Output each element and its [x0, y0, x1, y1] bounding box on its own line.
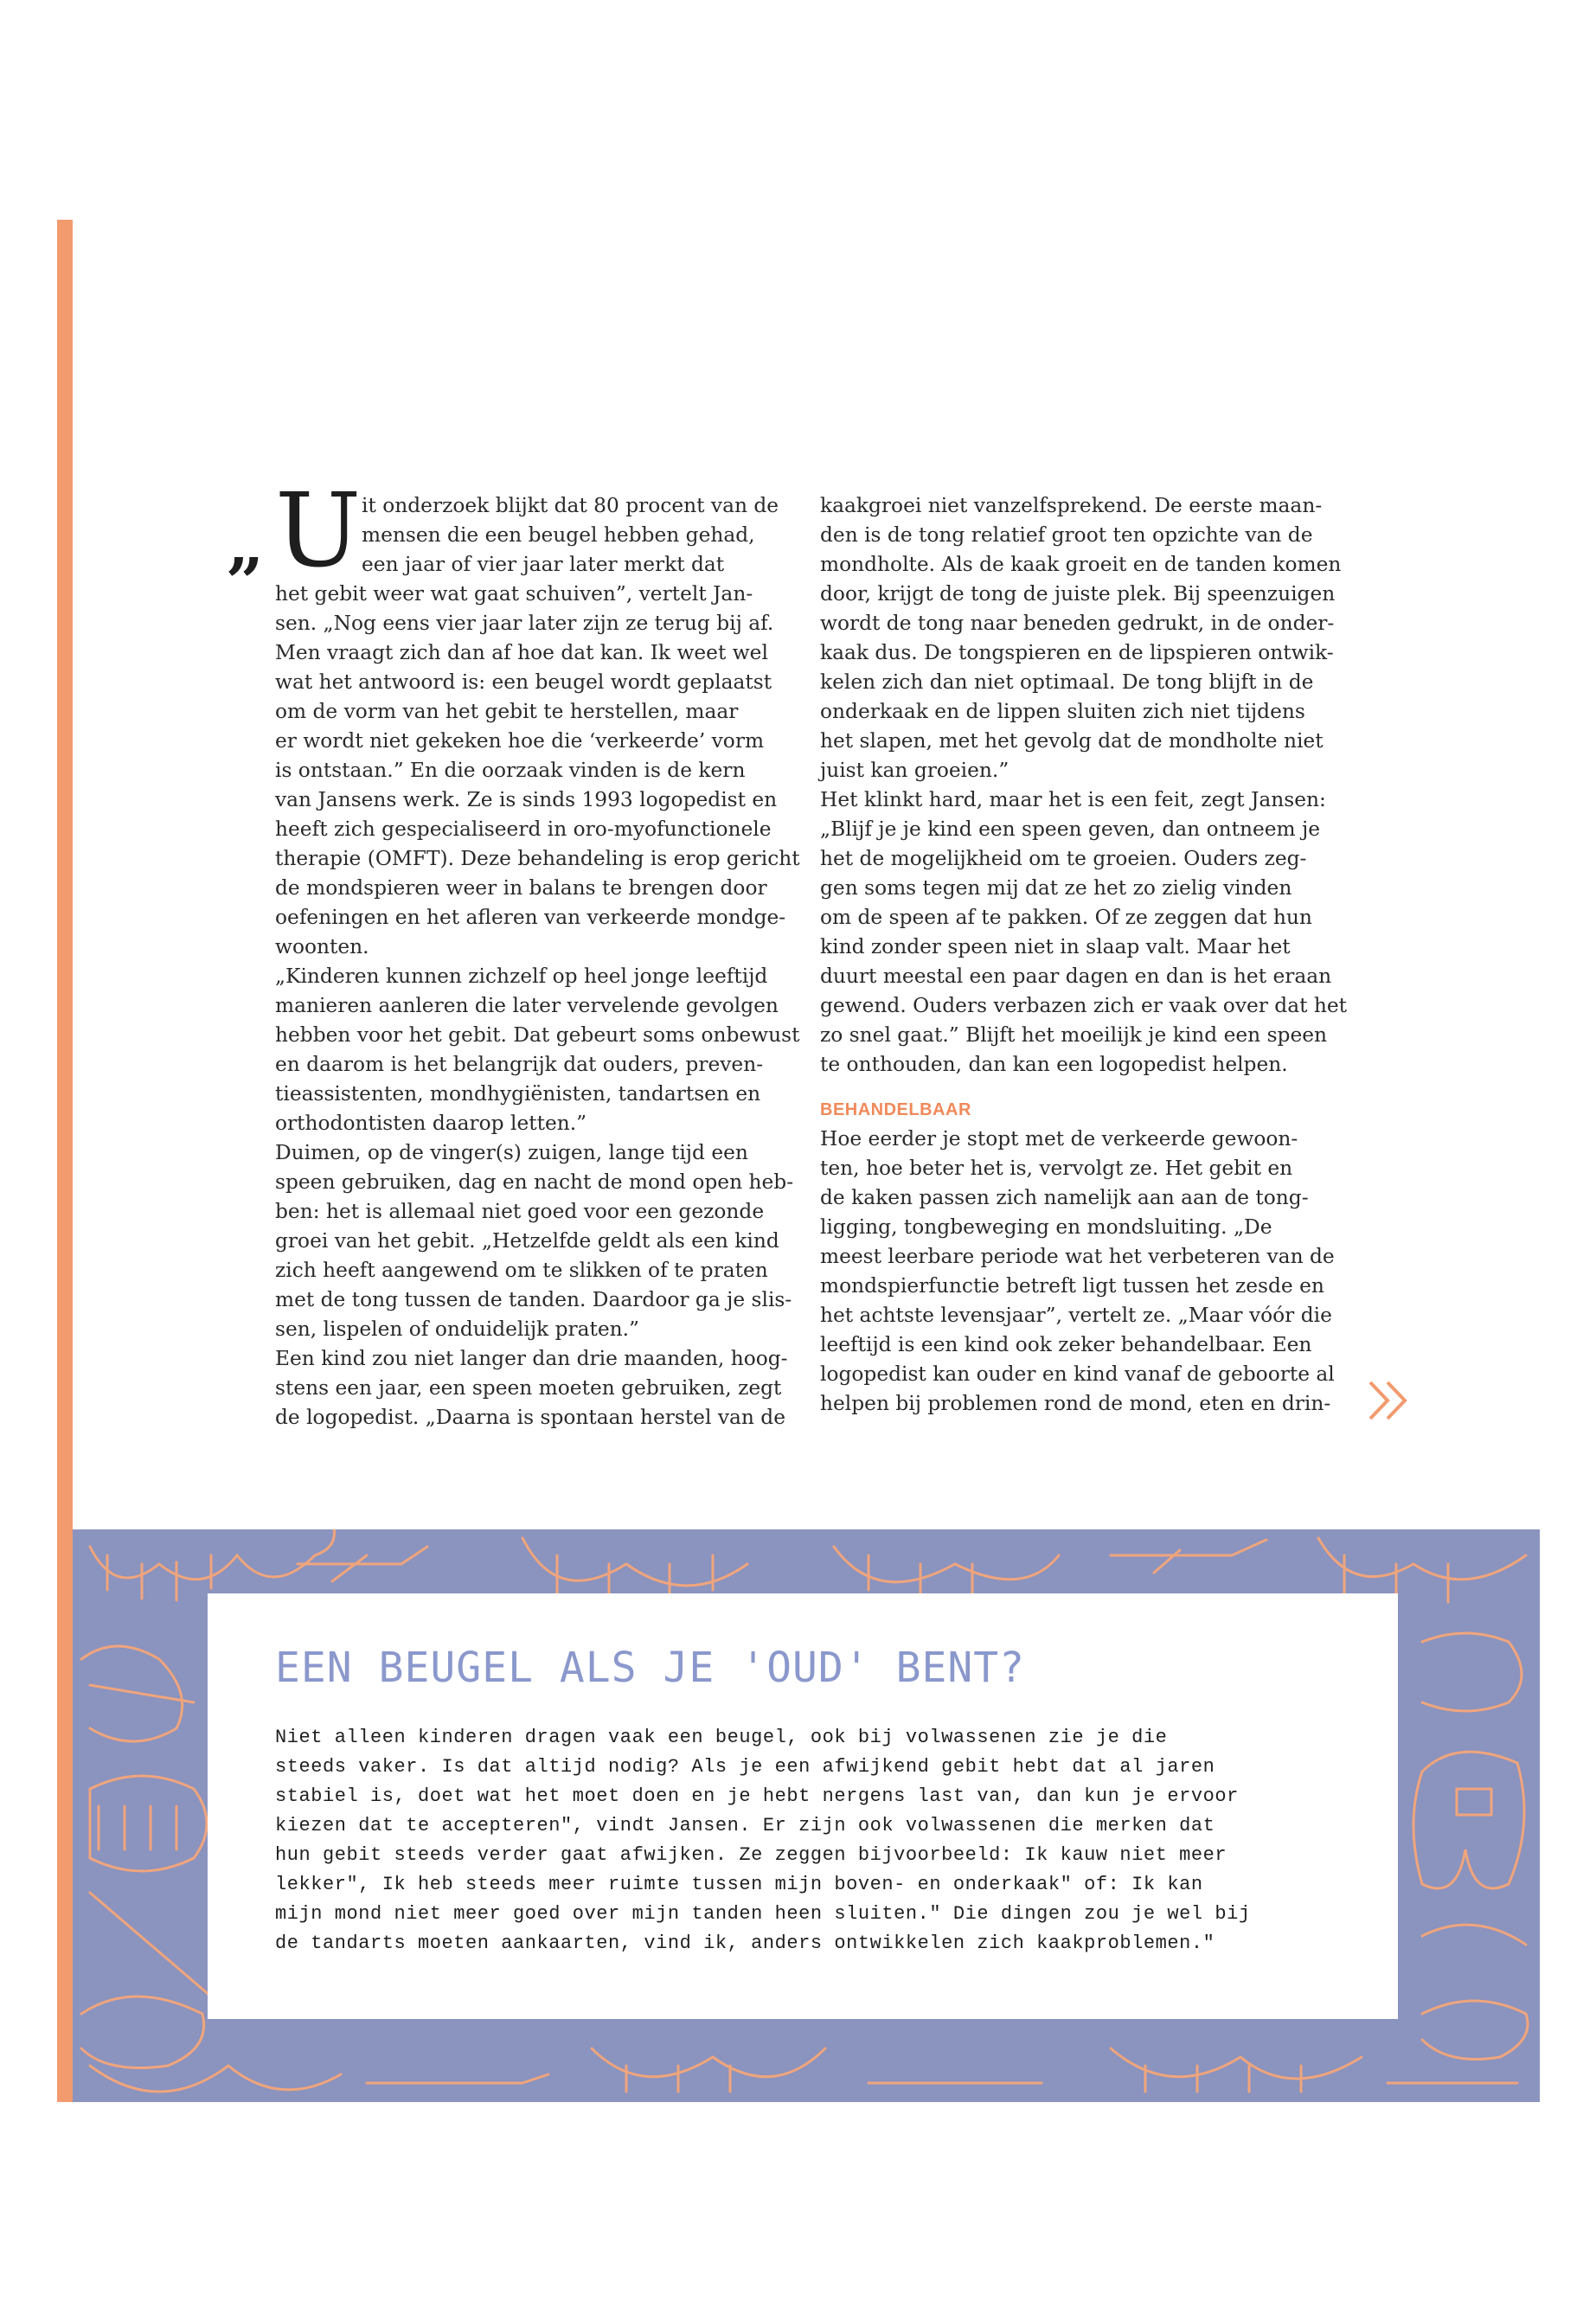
- text-line: logopedist kan ouder en kind vanaf de geboorte al: [820, 1362, 1335, 1386]
- text-line: hun gebit steeds verder gaat afwijken. Ze zeggen bijvoorbeeld: Ik kauw niet meer: [275, 1844, 1227, 1866]
- text-line: helpen bij problemen rond de mond, eten en drin-: [820, 1392, 1331, 1415]
- text-line: juist kan groeien.”: [820, 759, 1010, 782]
- text-line: wat het antwoord is: een beugel wordt geplaatst: [275, 670, 772, 694]
- text-line: leeftijd is een kind ook zeker behandelbaar. Een: [820, 1333, 1312, 1356]
- text-line: Het klinkt hard, maar het is een feit, zegt Jansen:: [820, 788, 1326, 811]
- continue-arrow-icon: [1365, 1375, 1415, 1426]
- text-line: Men vraagt zich dan af hoe dat kan. Ik weet wel: [275, 641, 768, 664]
- text-line: het achtste levensjaar”, vertelt ze. „Maar vóór die: [820, 1304, 1332, 1327]
- boxout-body: [275, 1723, 1348, 1958]
- article-column-left: [275, 491, 800, 1433]
- text-line: de mondspieren weer in balans te brengen door: [275, 876, 767, 900]
- text-line: duurt meestal een paar dagen en dan is het eraan: [820, 965, 1332, 988]
- text-line: lekker", Ik heb steeds meer ruimte tussen mijn boven- en onderkaak" of: Ik kan: [275, 1874, 1203, 1895]
- drop-cap: U: [275, 471, 362, 590]
- accent-bar: [57, 220, 73, 2102]
- text-line: wordt de tong naar beneden gedrukt, in de onder-: [820, 612, 1335, 635]
- text-line: stens een jaar, een speen moeten gebruiken, zegt: [275, 1376, 782, 1400]
- text-line: mijn mond niet meer goed over mijn tanden heen sluiten." Die dingen zou je wel bij: [275, 1903, 1251, 1925]
- right-column-bottom: [820, 1125, 1339, 1419]
- text-line: sen. „Nog eens vier jaar later zijn ze terug bij af.: [275, 612, 774, 635]
- text-line: steeds vaker. Is dat altijd nodig? Als je een afwijkend gebit hebt dat al jaren: [275, 1756, 1215, 1778]
- text-line: kiezen dat te accepteren", vindt Jansen. Er zijn ook volwassenen die merken dat: [275, 1815, 1215, 1836]
- text-line: kaakgroei niet vanzelfsprekend. De eerste maan-: [820, 494, 1323, 517]
- text-line: therapie (OMFT). Deze behandeling is erop gericht: [275, 847, 800, 870]
- text-line: om de vorm van het gebit te herstellen, maar: [275, 700, 739, 723]
- text-line: Niet alleen kinderen dragen vaak een beugel, ook bij volwassenen zie je die: [275, 1727, 1168, 1748]
- text-line: Een kind zou niet langer dan drie maanden, hoog-: [275, 1347, 788, 1370]
- text-line: it onderzoek blijkt dat 80 procent van de: [362, 494, 779, 517]
- text-line: stabiel is, doet wat het moet doen en je hebt nergens last van, dan kun je ervoor: [275, 1785, 1239, 1807]
- text-line: zo snel gaat.” Blijft het moeilijk je kind een speen: [820, 1023, 1328, 1047]
- text-line: onderkaak en de lippen sluiten zich niet tijdens: [820, 700, 1305, 723]
- text-line: de kaken passen zich namelijk aan aan de tong-: [820, 1186, 1309, 1209]
- text-line: een jaar of vier jaar later merkt dat: [362, 553, 725, 576]
- text-line: oefeningen en het afleren van verkeerde mondge-: [275, 906, 786, 929]
- text-line: tieassistenten, mondhygiënisten, tandartsen en: [275, 1082, 761, 1106]
- text-line: ben: het is allemaal niet goed voor een gezonde: [275, 1200, 765, 1223]
- text-line: meest leerbare periode wat het verbeteren van de: [820, 1245, 1335, 1268]
- text-line: mensen die een beugel hebben gehad,: [362, 523, 755, 547]
- text-line: heeft zich gespecialiseerd in oro-myofunctionele: [275, 817, 772, 841]
- text-line: sen, lispelen of onduidelijk praten.”: [275, 1317, 639, 1341]
- text-line: „Blijf je je kind een speen geven, dan ontneem je: [820, 817, 1321, 841]
- text-line: orthodontisten daarop letten.”: [275, 1112, 587, 1135]
- text-line: Duimen, op de vinger(s) zuigen, lange tijd een: [275, 1141, 748, 1164]
- text-line: woonten.: [275, 935, 369, 958]
- text-line: gen soms tegen mij dat ze het zo zielig vinden: [820, 876, 1292, 900]
- text-line: er wordt niet gekeken hoe die ‘verkeerde’ vorm: [275, 729, 765, 753]
- text-line: Hoe eerder je stopt met de verkeerde gewoon-: [820, 1127, 1298, 1150]
- text-line: door, krijgt de tong de juiste plek. Bij speenzuigen: [820, 582, 1336, 606]
- text-line: zich heeft aangewend om te slikken of te praten: [275, 1259, 768, 1282]
- text-line: om de speen af te pakken. Of ze zeggen dat hun: [820, 906, 1312, 929]
- text-line: en daarom is het belangrijk dat ouders, preven-: [275, 1053, 764, 1076]
- opening-quote: „: [227, 506, 265, 583]
- text-line: de tandarts moeten aankaarten, vind ik, anders ontwikkelen zich kaakproblemen.": [275, 1932, 1215, 1954]
- text-line: mondspierfunctie betreft ligt tussen het zesde en: [820, 1274, 1324, 1298]
- boxout-title: EEN BEUGEL ALS JE 'OUD' BENT?: [275, 1644, 1026, 1692]
- text-line: de logopedist. „Daarna is spontaan herstel van de: [275, 1406, 785, 1429]
- text-line: te onthouden, dan kan een logopedist helpen.: [820, 1053, 1288, 1076]
- section-subhead: BEHANDELBAAR: [820, 1100, 971, 1119]
- text-line: kelen zich dan niet optimaal. De tong blijft in de: [820, 670, 1314, 694]
- text-line: mondholte. Als de kaak groeit en de tanden komen: [820, 553, 1342, 576]
- text-line: manieren aanleren die later vervelende gevolgen: [275, 994, 779, 1017]
- article-column-right: [820, 491, 1348, 1419]
- text-line: speen gebruiken, dag en nacht de mond open heb-: [275, 1170, 794, 1194]
- text-line: het de mogelijkheid om te groeien. Ouders zeg-: [820, 847, 1307, 870]
- text-line: gewend. Ouders verbazen zich er vaak over dat het: [820, 994, 1348, 1017]
- right-column-top: [820, 491, 1348, 1080]
- text-line: kaak dus. De tongspieren en de lipspieren ontwik-: [820, 641, 1334, 664]
- text-line: kind zonder speen niet in slaap valt. Maar het: [820, 935, 1291, 958]
- text-line: het slapen, met het gevolg dat de mondholte niet: [820, 729, 1324, 753]
- text-line: ten, hoe beter het is, vervolgt ze. Het gebit en: [820, 1157, 1293, 1180]
- text-line: ligging, tongbeweging en mondsluiting. „De: [820, 1215, 1272, 1239]
- text-line: den is de tong relatief groot ten opzichte van de: [820, 523, 1313, 547]
- text-line: van Jansens werk. Ze is sinds 1993 logopedist en: [275, 788, 778, 811]
- text-line: het gebit weer wat gaat schuiven”, vertelt Jan-: [275, 582, 753, 606]
- text-line: „Kinderen kunnen zichzelf op heel jonge leeftijd: [275, 965, 768, 988]
- boxout-panel: [208, 1593, 1398, 2019]
- text-line: groei van het gebit. „Hetzelfde geldt als een kind: [275, 1229, 779, 1253]
- text-line: hebben voor het gebit. Dat gebeurt soms onbewust: [275, 1023, 800, 1047]
- text-line: met de tong tussen de tanden. Daardoor ga je slis-: [275, 1288, 792, 1311]
- text-line: is ontstaan.” En die oorzaak vinden is de kern: [275, 759, 746, 782]
